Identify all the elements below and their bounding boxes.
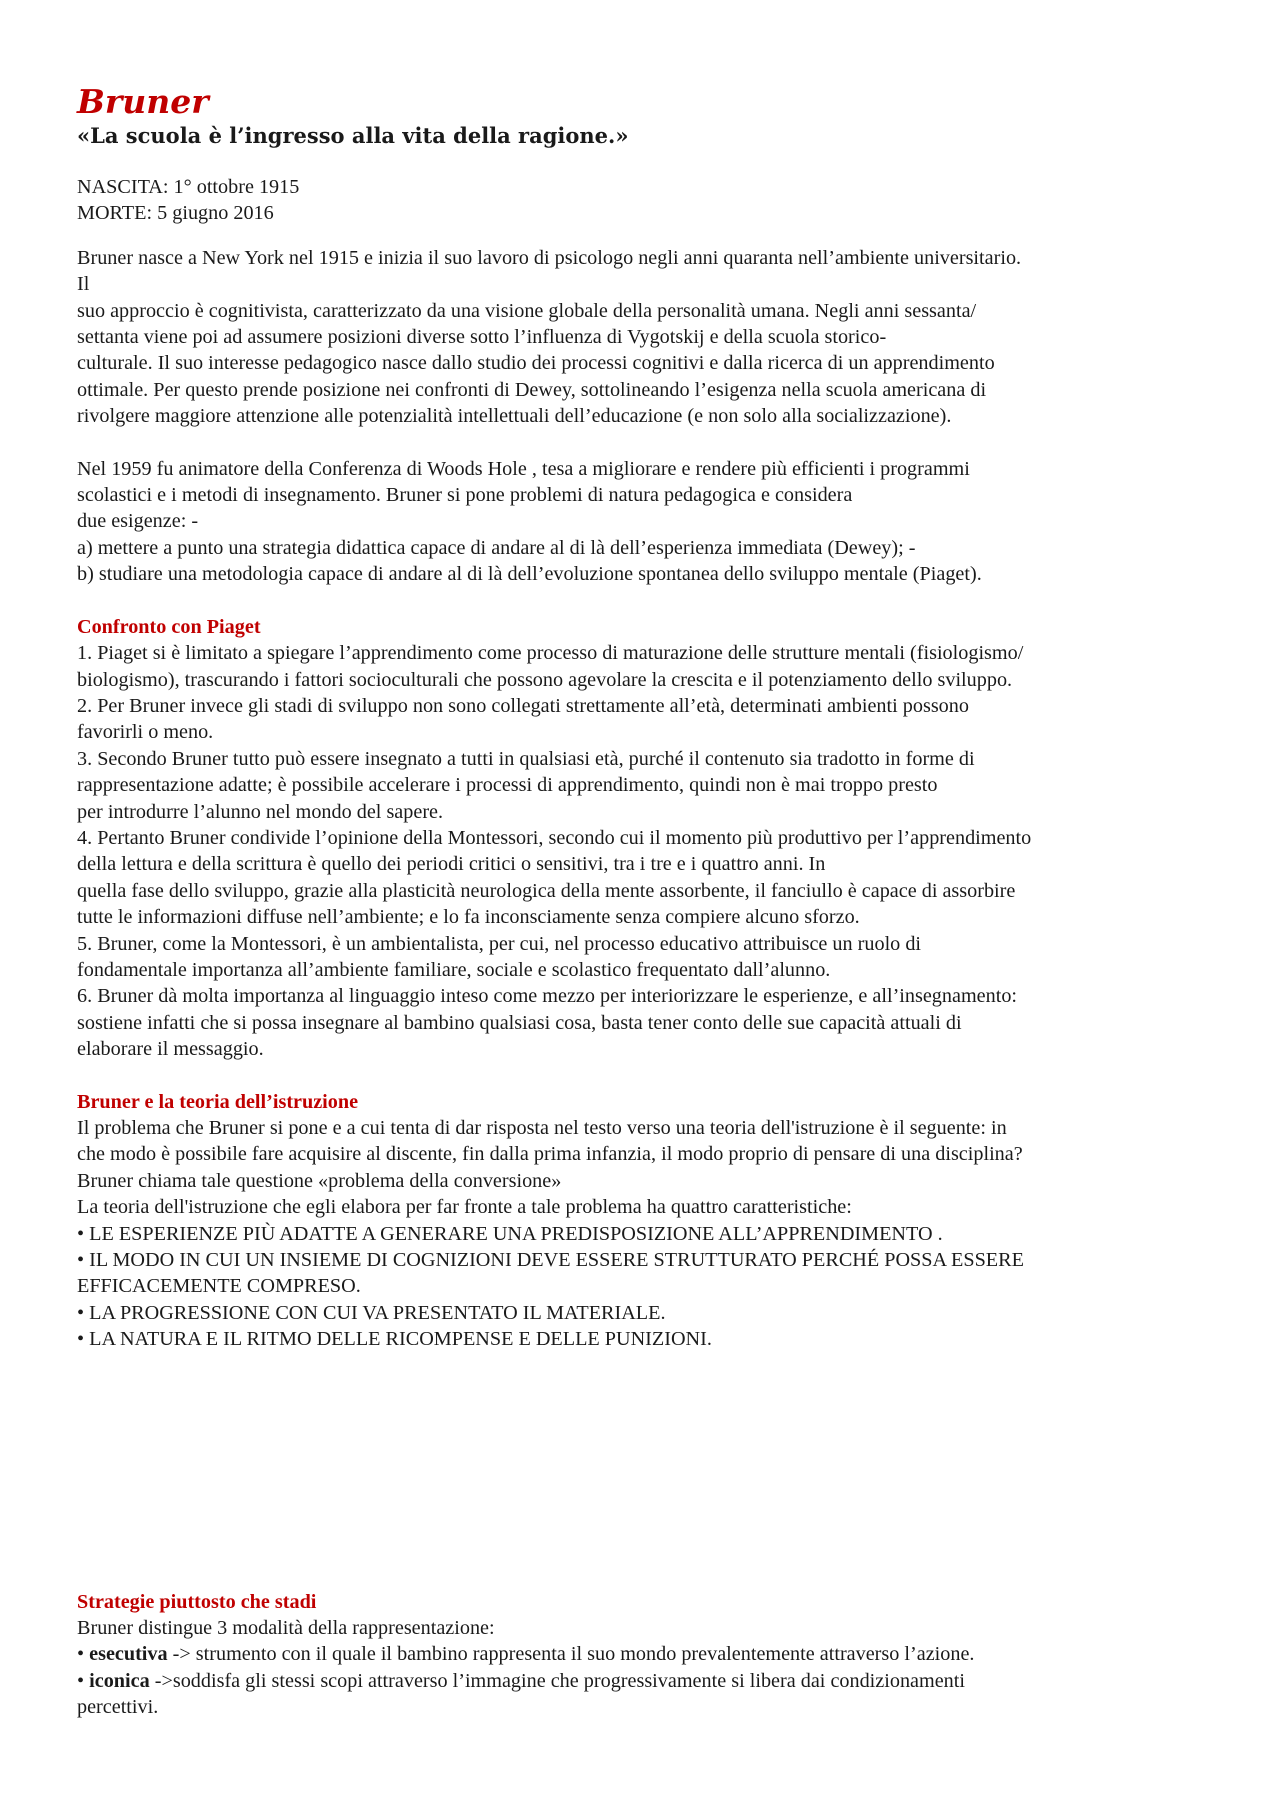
list-item [77,1641,1207,1667]
text-line: a) mettere a punto una strategia didattica capace di andare al di là dell’esperienza immediata (Dewey); - [77,536,916,559]
title-quote: «La scuola è l’ingresso alla vita della ragione.» [77,123,629,148]
text-line: tutte le informazioni diffuse nell’ambiente; e lo fa inconsciamente senza compiere alcuno sforzo. [77,906,860,929]
istruzione-section [77,1089,1207,1353]
list-item: • LA PROGRESSIONE CON CUI VA PRESENTATO IL MATERIALE. [77,1301,666,1324]
text-line: settanta viene poi ad assumere posizioni diverse sotto l’influenza di Vygotskij e della scuola storico- [77,326,887,349]
text-line: scolastici e i metodi di insegnamento. Bruner si pone problemi di natura pedagogica e considera [77,484,853,507]
list-item: • LE ESPERIENZE PIÙ ADATTE A GENERARE UNA PREDISPOSIZIONE ALL’APPRENDIMENTO . [77,1222,943,1245]
text-line: b) studiare una metodologia capace di andare al di là dell’evoluzione spontanea dello sviluppo mentale (Piaget). [77,563,982,586]
section-heading: Confronto con Piaget [77,615,261,638]
text-line: 3. Secondo Bruner tutto può essere insegnato a tutti in qualsiasi età, purché il contenuto sia tradotto in forme di [77,747,975,770]
document-page [77,82,1207,1721]
text-line: due esigenze: - [77,510,199,533]
bullet: • [77,1643,90,1666]
term-esecutiva: esecutiva [89,1643,168,1666]
bullet: • [77,1669,90,1692]
text-line: percettivi. [77,1696,159,1719]
text-line: Bruner chiama tale questione «problema della conversione» [77,1169,562,1192]
text-line: suo approccio è cognitivista, caratterizzato da una visione globale della personalità umana. Negli anni sessanta/ [77,299,977,322]
text-line: che modo è possibile fare acquisire al discente, fin dalla prima infanzia, il modo proprio di pensare di una disciplina? [77,1143,1023,1166]
text-line: 6. Bruner dà molta importanza al linguaggio inteso come mezzo per interiorizzare le esperienze, e all’insegnamento: [77,985,1018,1008]
piaget-section [77,614,1207,1063]
text-line: culturale. Il suo interesse pedagogico nasce dallo studio dei processi cognitivi e dalla ricerca di un apprendimento [77,352,995,375]
section-heading: Bruner e la teoria dell’istruzione [77,1090,359,1113]
text-line: rappresentazione adatte; è possibile accelerare i processi di apprendimento, quindi non è mai troppo presto [77,774,938,797]
list-item: • LA NATURA E IL RITMO DELLE RICOMPENSE E DELLE PUNIZIONI. [77,1328,712,1351]
strategie-section [77,1589,1207,1721]
list-item: • IL MODO IN CUI UN INSIEME DI COGNIZIONI DEVE ESSERE STRUTTURATO PERCHÉ POSSA ESSERE [77,1249,1024,1272]
term-description: -> strumento con il quale il bambino rappresenta il suo mondo prevalentemente attraverso l’azione. [167,1643,975,1666]
intro-paragraph [77,245,1207,430]
text-line: sostiene infatti che si possa insegnare al bambino qualsiasi cosa, basta tener conto delle sue capacità attuali di [77,1011,962,1034]
text-line: della lettura e della scrittura è quello dei periodi critici o sensitivi, tra i tre e i quattro anni. In [77,853,826,876]
term-iconica: iconica [89,1669,150,1692]
birth-date: NASCITA: 1° ottobre 1915 [77,176,300,198]
text-line: EFFICACEMENTE COMPRESO. [77,1275,361,1298]
text-line: fondamentale importanza all’ambiente familiare, sociale e scolastico frequentato dall’alunno. [77,958,831,981]
text-line: 4. Pertanto Bruner condivide l’opinione della Montessori, secondo cui il momento più produttivo per l’apprendimento [77,826,1032,849]
text-line: 1. Piaget si è limitato a spiegare l’apprendimento come processo di maturazione delle strutture mentali (fisiologismo/ [77,642,1024,665]
text-line: Nel 1959 fu animatore della Conferenza di Woods Hole , tesa a migliorare e rendere più efficienti i programmi [77,457,970,480]
text-line: Bruner nasce a New York nel 1915 e inizia il suo lavoro di psicologo negli anni quaranta nell’ambiente universitario. [77,246,1022,269]
text-line: La teoria dell'istruzione che egli elabora per far fronte a tale problema ha quattro caratteristiche: [77,1196,852,1219]
death-date: MORTE: 5 giugno 2016 [77,202,274,225]
text-line: biologismo), trascurando i fattori socioculturali che possono agevolare la crescita e il potenziamento dello sviluppo. [77,668,1013,691]
text-line: quella fase dello sviluppo, grazie alla plasticità neurologica della mente assorbente, il fanciullo è capace di assorbire [77,879,1016,902]
text-line: favorirli o meno. [77,721,214,744]
woods-hole-paragraph [77,456,1207,588]
text-line: 5. Bruner, come la Montessori, è un ambientalista, per cui, nel processo educativo attribuisce un ruolo di [77,932,922,955]
document-title: Bruner [77,82,209,121]
section-heading: Strategie piuttosto che stadi [77,1590,317,1613]
text-line: rivolgere maggiore attenzione alle potenzialità intellettuali dell’educazione (e non solo alla socializzazione). [77,405,952,428]
text-line: per introdurre l’alunno nel mondo del sapere. [77,800,444,823]
term-description: ->soddisfa gli stessi scopi attraverso l’immagine che progressivamente si libera dai condizionamenti [149,1669,965,1692]
text-line: 2. Per Bruner invece gli stadi di sviluppo non sono collegati strettamente all’età, determinati ambienti possono [77,694,969,717]
text-line: Bruner distingue 3 modalità della rappresentazione: [77,1617,495,1640]
text-line: ottimale. Per questo prende posizione nei confronti di Dewey, sottolineando l’esigenza nella scuola americana di [77,378,987,401]
list-item [77,1668,1207,1694]
text-line: Il problema che Bruner si pone e a cui tenta di dar risposta nel testo verso una teoria dell'istruzione è il seguente: in [77,1117,1007,1139]
text-line: Il [77,273,90,296]
text-line: elaborare il messaggio. [77,1038,264,1061]
